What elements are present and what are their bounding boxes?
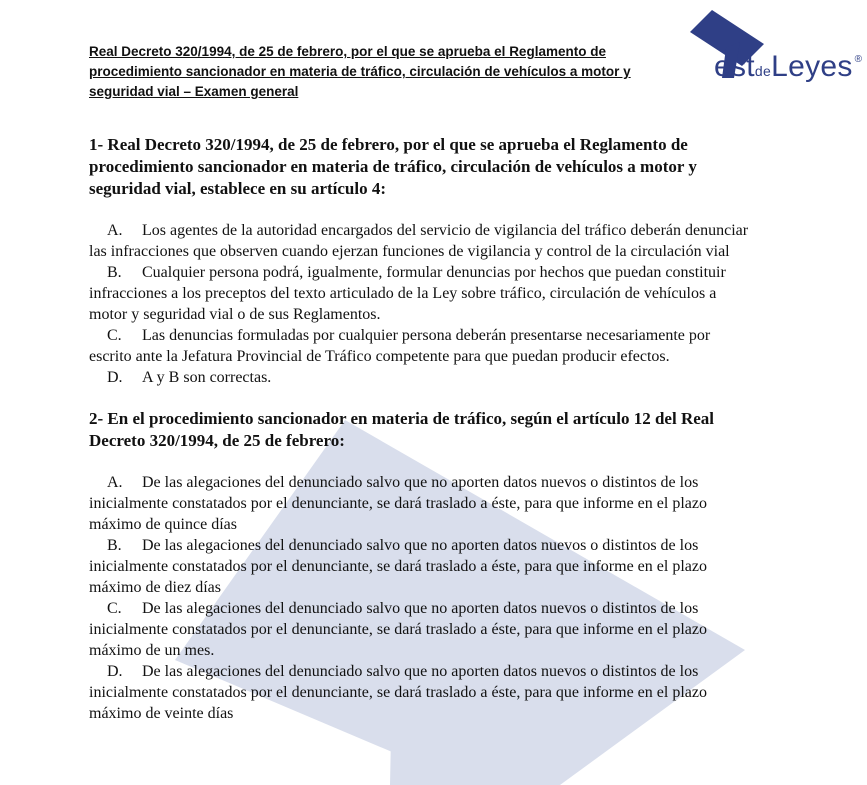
option-2b: B. De las alegaciones del denunciado salvo que no aporten datos nuevos o distintos de los inicialmente constatados por el denunciante, se dará traslado a éste, para que informe en el plazo máximo de diez días — [89, 537, 707, 596]
option-2a: A. De las alegaciones del denunciado salvo que no aporten datos nuevos o distintos de los inicialmente constatados por el denunciante, se dará traslado a éste, para que informe en el plazo máximo de quince días — [89, 474, 707, 533]
option-1b: B. Cualquier persona podrá, igualmente, formular denuncias por hechos que puedan constituir infracciones a los preceptos del texto articulado de la Ley sobre tráfico, circulación de vehículos a motor y seguridad vial o de sus Reglamentos. — [89, 264, 726, 323]
document-body — [89, 42, 749, 724]
option-1d: D. A y B son correctas. — [107, 369, 272, 386]
question-1: 1- Real Decreto 320/1994, de 25 de febrero, por el que se aprueba el Reglamento de procedimiento sancionador en materia de tráfico, circulación de vehículos a motor y seguridad vial, establece en su artículo 4: — [89, 135, 697, 198]
logo-text: estdeLeyes ® — [714, 50, 863, 83]
option-2d: D. De las alegaciones del denunciado salvo que no aporten datos nuevos o distintos de los inicialmente constatados por el denunciante, se dará traslado a éste, para que informe en el plazo máximo de veinte días — [89, 663, 707, 722]
option-1c: C. Las denuncias formuladas por cualquier persona deberán presentarse necesariamente por escrito ante la Jefatura Provincial de Tráfico competente para que puedan producir efectos. — [89, 327, 711, 365]
option-1a: A. Los agentes de la autoridad encargados del servicio de vigilancia del tráfico deberán denunciar las infracciones que observen cuando ejerzan funciones de vigilancia y control de la circulación vial — [89, 222, 749, 260]
question-1-options — [89, 220, 749, 388]
option-2c: C. De las alegaciones del denunciado salvo que no aporten datos nuevos o distintos de los inicialmente constatados por el denunciante, se dará traslado a éste, para que informe en el plazo máximo de un mes. — [89, 600, 707, 659]
question-2: 2- En el procedimiento sancionador en materia de tráfico, según el artículo 12 del Real Decreto 320/1994, de 25 de febrero: — [89, 409, 714, 450]
question-2-options — [89, 472, 749, 724]
logo — [688, 8, 863, 83]
document-title: Real Decreto 320/1994, de 25 de febrero, por el que se aprueba el Reglamento de procedimiento sancionador en materia de tráfico, circulación de vehículos a motor y seguridad vial – Examen general — [89, 44, 631, 99]
